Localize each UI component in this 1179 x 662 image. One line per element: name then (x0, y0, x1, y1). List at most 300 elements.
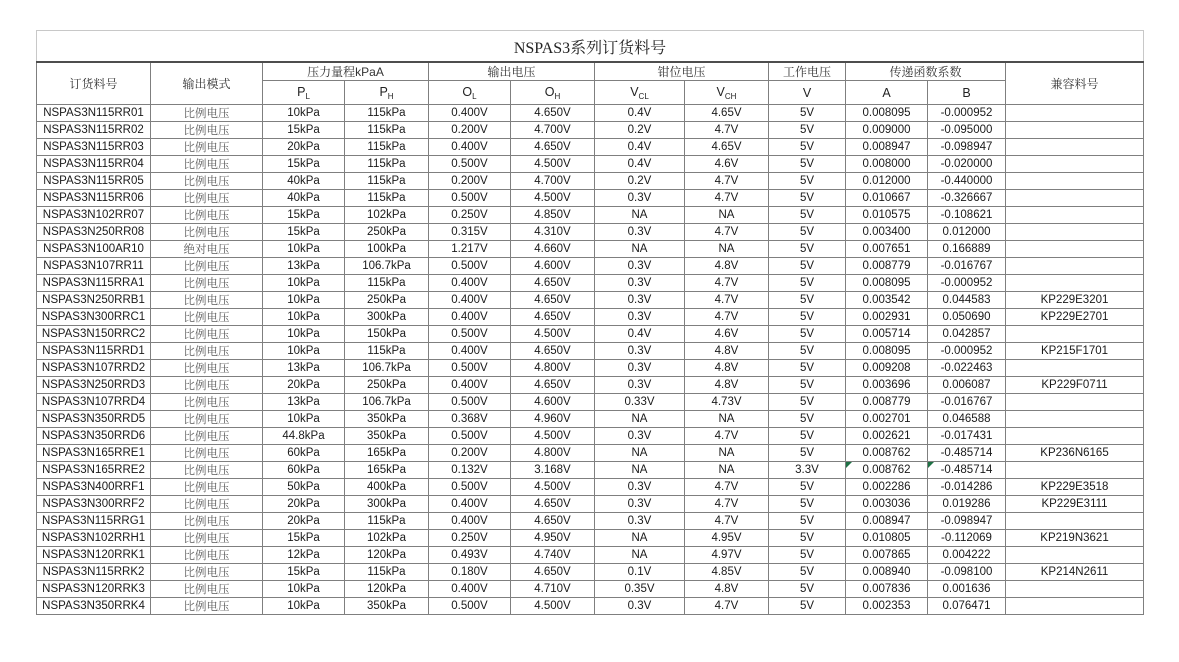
cell-pl: 10kPa (263, 343, 345, 360)
cell-vcl: 0.3V (595, 258, 685, 275)
cell-mode: 比例电压 (151, 428, 263, 445)
cell-oh: 4.650V (511, 292, 595, 309)
cell-ph: 400kPa (345, 479, 429, 496)
cell-mode: 比例电压 (151, 496, 263, 513)
cell-compat (1006, 156, 1144, 173)
cell-vcl: 0.4V (595, 139, 685, 156)
cell-ol: 0.400V (429, 377, 511, 394)
cell-pl: 15kPa (263, 122, 345, 139)
cell-v: 5V (769, 156, 846, 173)
cell-ph: 115kPa (345, 343, 429, 360)
cell-part: NSPAS3N250RR08 (37, 224, 151, 241)
cell-pl: 10kPa (263, 598, 345, 615)
cell-ol: 0.250V (429, 530, 511, 547)
col-header-pressure-range: 压力量程kPaA (263, 62, 429, 81)
cell-ol: 1.217V (429, 241, 511, 258)
cell-ol: 0.368V (429, 411, 511, 428)
cell-oh: 4.650V (511, 343, 595, 360)
cell-mode: 比例电压 (151, 530, 263, 547)
cell-a: 0.008779 (846, 258, 928, 275)
cell-compat: KP236N6165 (1006, 445, 1144, 462)
table-row (37, 173, 1144, 190)
cell-mode: 比例电压 (151, 360, 263, 377)
cell-mode: 比例电压 (151, 207, 263, 224)
cell-ol: 0.500V (429, 428, 511, 445)
table-row (37, 309, 1144, 326)
cell-oh: 4.660V (511, 241, 595, 258)
cell-pl: 20kPa (263, 513, 345, 530)
cell-vcl: 0.3V (595, 377, 685, 394)
cell-b: 0.166889 (928, 241, 1006, 258)
cell-a: 0.002286 (846, 479, 928, 496)
cell-v: 5V (769, 377, 846, 394)
table-row (37, 105, 1144, 122)
cell-part: NSPAS3N350RRK4 (37, 598, 151, 615)
cell-pl: 10kPa (263, 105, 345, 122)
cell-oh: 4.650V (511, 275, 595, 292)
cell-vch: NA (685, 462, 769, 479)
cell-vcl: 0.3V (595, 292, 685, 309)
cell-compat (1006, 258, 1144, 275)
table-row (37, 377, 1144, 394)
cell-ol: 0.200V (429, 445, 511, 462)
cell-compat (1006, 411, 1144, 428)
cell-ol: 0.500V (429, 258, 511, 275)
table-row (37, 411, 1144, 428)
cell-vch: 4.85V (685, 564, 769, 581)
error-indicator-triangle-icon (846, 462, 852, 468)
cell-mode: 比例电压 (151, 258, 263, 275)
cell-oh: 4.650V (511, 513, 595, 530)
cell-vcl: 0.2V (595, 122, 685, 139)
cell-compat: KP229E3201 (1006, 292, 1144, 309)
cell-a: 0.007865 (846, 547, 928, 564)
cell-b: -0.095000 (928, 122, 1006, 139)
cell-b: -0.485714 (928, 445, 1006, 462)
col-header-ol: $O_L$ (429, 81, 511, 105)
cell-mode: 比例电压 (151, 547, 263, 564)
cell-mode: 比例电压 (151, 411, 263, 428)
cell-ph: 250kPa (345, 377, 429, 394)
cell-compat: KP229E3111 (1006, 496, 1144, 513)
cell-oh: 4.500V (511, 479, 595, 496)
cell-a: 0.008000 (846, 156, 928, 173)
cell-vch: 4.97V (685, 547, 769, 564)
cell-compat (1006, 598, 1144, 615)
table-row (37, 445, 1144, 462)
cell-ph: 150kPa (345, 326, 429, 343)
cell-oh: 4.600V (511, 258, 595, 275)
table-row (37, 241, 1144, 258)
cell-a: 0.008940 (846, 564, 928, 581)
table-row (37, 122, 1144, 139)
col-header-clamp-voltage: 钳位电压 (595, 62, 769, 81)
cell-compat (1006, 275, 1144, 292)
cell-vch: NA (685, 411, 769, 428)
table-row (37, 462, 1144, 479)
table-row (37, 513, 1144, 530)
page-title: NSPAS3系列订货料号 (37, 31, 1144, 63)
cell-pl: 13kPa (263, 394, 345, 411)
cell-pl: 20kPa (263, 377, 345, 394)
cell-v: 5V (769, 428, 846, 445)
cell-vch: 4.7V (685, 309, 769, 326)
cell-pl: 40kPa (263, 190, 345, 207)
cell-a: 0.008947 (846, 139, 928, 156)
cell-vcl: 0.3V (595, 513, 685, 530)
cell-ol: 0.400V (429, 292, 511, 309)
cell-compat (1006, 241, 1144, 258)
cell-vch: 4.7V (685, 190, 769, 207)
cell-ph: 120kPa (345, 547, 429, 564)
cell-part: NSPAS3N250RRD3 (37, 377, 151, 394)
cell-a: 0.003696 (846, 377, 928, 394)
cell-vch: 4.6V (685, 156, 769, 173)
cell-compat: KP229F0711 (1006, 377, 1144, 394)
cell-v: 5V (769, 513, 846, 530)
cell-vch: 4.65V (685, 105, 769, 122)
cell-mode: 比例电压 (151, 275, 263, 292)
cell-part: NSPAS3N165RRE2 (37, 462, 151, 479)
cell-ol: 0.500V (429, 190, 511, 207)
cell-vcl: 0.4V (595, 105, 685, 122)
cell-pl: 60kPa (263, 445, 345, 462)
col-header-mode: 输出模式 (151, 62, 263, 105)
cell-ph: 350kPa (345, 598, 429, 615)
cell-oh: 4.650V (511, 139, 595, 156)
cell-v: 5V (769, 173, 846, 190)
cell-a: 0.008095 (846, 343, 928, 360)
cell-part: NSPAS3N102RRH1 (37, 530, 151, 547)
cell-vch: 4.7V (685, 292, 769, 309)
cell-v: 5V (769, 139, 846, 156)
cell-part: NSPAS3N107RRD2 (37, 360, 151, 377)
cell-vch: 4.95V (685, 530, 769, 547)
cell-mode: 比例电压 (151, 377, 263, 394)
cell-oh: 4.500V (511, 598, 595, 615)
cell-pl: 10kPa (263, 292, 345, 309)
cell-mode: 比例电压 (151, 105, 263, 122)
cell-a: 0.002931 (846, 309, 928, 326)
cell-b: -0.108621 (928, 207, 1006, 224)
cell-part: NSPAS3N102RR07 (37, 207, 151, 224)
cell-part: NSPAS3N107RRD4 (37, 394, 151, 411)
cell-ph: 250kPa (345, 292, 429, 309)
cell-vch: NA (685, 241, 769, 258)
cell-v: 5V (769, 122, 846, 139)
cell-a: 0.002621 (846, 428, 928, 445)
cell-b: -0.485714 (928, 462, 1006, 479)
cell-v: 5V (769, 394, 846, 411)
cell-b: 0.042857 (928, 326, 1006, 343)
cell-b: 0.001636 (928, 581, 1006, 598)
cell-ol: 0.400V (429, 343, 511, 360)
cell-v: 5V (769, 547, 846, 564)
cell-b: 0.012000 (928, 224, 1006, 241)
col-header-vch: $V_{CH}$ (685, 81, 769, 105)
table-row (37, 190, 1144, 207)
cell-ol: 0.400V (429, 105, 511, 122)
cell-part: NSPAS3N120RRK3 (37, 581, 151, 598)
col-header-ph: $P_H$ (345, 81, 429, 105)
cell-pl: 15kPa (263, 530, 345, 547)
table-row (37, 581, 1144, 598)
cell-b: -0.098947 (928, 513, 1006, 530)
cell-oh: 4.700V (511, 173, 595, 190)
cell-part: NSPAS3N300RRF2 (37, 496, 151, 513)
cell-ol: 0.500V (429, 156, 511, 173)
cell-v: 5V (769, 207, 846, 224)
cell-compat (1006, 224, 1144, 241)
cell-pl: 13kPa (263, 360, 345, 377)
cell-oh: 4.950V (511, 530, 595, 547)
cell-pl: 13kPa (263, 258, 345, 275)
cell-ol: 0.250V (429, 207, 511, 224)
cell-b: -0.017431 (928, 428, 1006, 445)
cell-ol: 0.400V (429, 275, 511, 292)
cell-compat (1006, 360, 1144, 377)
cell-vcl: 0.3V (595, 360, 685, 377)
cell-oh: 4.650V (511, 377, 595, 394)
cell-ph: 300kPa (345, 309, 429, 326)
cell-vcl: 0.3V (595, 343, 685, 360)
cell-oh: 4.500V (511, 156, 595, 173)
cell-b: 0.076471 (928, 598, 1006, 615)
cell-b: -0.000952 (928, 343, 1006, 360)
cell-vcl: 0.3V (595, 496, 685, 513)
cell-ol: 0.200V (429, 173, 511, 190)
cell-oh: 4.600V (511, 394, 595, 411)
cell-v: 5V (769, 530, 846, 547)
cell-ol: 0.500V (429, 326, 511, 343)
cell-pl: 40kPa (263, 173, 345, 190)
cell-compat (1006, 581, 1144, 598)
cell-ol: 0.132V (429, 462, 511, 479)
cell-mode: 比例电压 (151, 445, 263, 462)
cell-a: 0.010805 (846, 530, 928, 547)
cell-vcl: NA (595, 462, 685, 479)
col-header-transfer-coeff: 传递函数系数 (846, 62, 1006, 81)
cell-compat (1006, 139, 1144, 156)
cell-ph: 165kPa (345, 462, 429, 479)
cell-b: -0.016767 (928, 258, 1006, 275)
cell-pl: 15kPa (263, 207, 345, 224)
cell-mode: 比例电压 (151, 173, 263, 190)
cell-pl: 10kPa (263, 275, 345, 292)
cell-ol: 0.500V (429, 360, 511, 377)
cell-vcl: NA (595, 411, 685, 428)
table-title-row (37, 31, 1144, 63)
cell-b: 0.004222 (928, 547, 1006, 564)
cell-part: NSPAS3N120RRK1 (37, 547, 151, 564)
cell-part: NSPAS3N300RRC1 (37, 309, 151, 326)
cell-oh: 4.650V (511, 105, 595, 122)
cell-b: -0.014286 (928, 479, 1006, 496)
cell-mode: 比例电压 (151, 326, 263, 343)
cell-a: 0.010667 (846, 190, 928, 207)
cell-oh: 4.800V (511, 360, 595, 377)
cell-vcl: 0.1V (595, 564, 685, 581)
cell-part: NSPAS3N400RRF1 (37, 479, 151, 496)
cell-ol: 0.400V (429, 581, 511, 598)
cell-ol: 0.400V (429, 496, 511, 513)
cell-compat: KP214N2611 (1006, 564, 1144, 581)
table-row (37, 428, 1144, 445)
cell-compat (1006, 207, 1144, 224)
cell-oh: 4.800V (511, 445, 595, 462)
cell-ph: 106.7kPa (345, 360, 429, 377)
cell-v: 3.3V (769, 462, 846, 479)
cell-oh: 4.650V (511, 564, 595, 581)
cell-v: 5V (769, 309, 846, 326)
cell-compat (1006, 547, 1144, 564)
cell-part: NSPAS3N165RRE1 (37, 445, 151, 462)
cell-a: 0.008762 (846, 445, 928, 462)
cell-vcl: NA (595, 207, 685, 224)
cell-ol: 0.500V (429, 394, 511, 411)
col-header-supply-voltage: 工作电压 (769, 62, 846, 81)
cell-a: 0.002701 (846, 411, 928, 428)
cell-vch: 4.73V (685, 394, 769, 411)
cell-ph: 115kPa (345, 513, 429, 530)
cell-oh: 4.700V (511, 122, 595, 139)
cell-v: 5V (769, 479, 846, 496)
cell-b: -0.016767 (928, 394, 1006, 411)
cell-pl: 10kPa (263, 309, 345, 326)
cell-vcl: 0.33V (595, 394, 685, 411)
cell-part: NSPAS3N115RRD1 (37, 343, 151, 360)
cell-mode: 比例电压 (151, 122, 263, 139)
cell-compat (1006, 122, 1144, 139)
cell-ph: 115kPa (345, 139, 429, 156)
cell-a: 0.008779 (846, 394, 928, 411)
cell-ph: 115kPa (345, 156, 429, 173)
cell-pl: 15kPa (263, 156, 345, 173)
cell-compat (1006, 462, 1144, 479)
header-group-row (37, 62, 1144, 81)
cell-compat: KP229E2701 (1006, 309, 1144, 326)
cell-vcl: 0.3V (595, 275, 685, 292)
table-row (37, 564, 1144, 581)
cell-ph: 115kPa (345, 190, 429, 207)
cell-b: 0.050690 (928, 309, 1006, 326)
cell-mode: 比例电压 (151, 190, 263, 207)
table-row (37, 394, 1144, 411)
cell-part: NSPAS3N107RR11 (37, 258, 151, 275)
cell-vch: 4.6V (685, 326, 769, 343)
cell-v: 5V (769, 564, 846, 581)
table-row (37, 547, 1144, 564)
cell-v: 5V (769, 275, 846, 292)
cell-ph: 115kPa (345, 122, 429, 139)
cell-compat (1006, 394, 1144, 411)
table-row (37, 598, 1144, 615)
cell-ph: 115kPa (345, 173, 429, 190)
cell-part: NSPAS3N115RR04 (37, 156, 151, 173)
cell-vcl: 0.35V (595, 581, 685, 598)
table-row (37, 139, 1144, 156)
table-row (37, 360, 1144, 377)
cell-v: 5V (769, 445, 846, 462)
cell-vch: 4.8V (685, 360, 769, 377)
col-header-b: B (928, 81, 1006, 105)
cell-pl: 10kPa (263, 241, 345, 258)
table-row (37, 292, 1144, 309)
cell-oh: 4.740V (511, 547, 595, 564)
cell-oh: 4.650V (511, 496, 595, 513)
cell-vch: 4.7V (685, 173, 769, 190)
cell-compat (1006, 513, 1144, 530)
cell-part: NSPAS3N115RR05 (37, 173, 151, 190)
cell-a: 0.007836 (846, 581, 928, 598)
col-header-part: 订货料号 (37, 62, 151, 105)
cell-pl: 10kPa (263, 326, 345, 343)
cell-ol: 0.500V (429, 598, 511, 615)
cell-vcl: NA (595, 530, 685, 547)
cell-a: 0.009208 (846, 360, 928, 377)
table-row (37, 530, 1144, 547)
cell-ol: 0.200V (429, 122, 511, 139)
cell-ph: 120kPa (345, 581, 429, 598)
cell-part: NSPAS3N115RRA1 (37, 275, 151, 292)
cell-mode: 绝对电压 (151, 241, 263, 258)
cell-pl: 12kPa (263, 547, 345, 564)
table-row (37, 207, 1144, 224)
cell-oh: 4.500V (511, 326, 595, 343)
cell-vch: 4.8V (685, 377, 769, 394)
cell-mode: 比例电压 (151, 513, 263, 530)
cell-b: -0.022463 (928, 360, 1006, 377)
cell-compat: KP215F1701 (1006, 343, 1144, 360)
cell-a: 0.008095 (846, 105, 928, 122)
cell-a: 0.008947 (846, 513, 928, 530)
cell-b: 0.019286 (928, 496, 1006, 513)
cell-vch: NA (685, 207, 769, 224)
col-header-pl: $P_L$ (263, 81, 345, 105)
cell-vch: 4.65V (685, 139, 769, 156)
cell-ph: 115kPa (345, 564, 429, 581)
cell-compat: KP219N3621 (1006, 530, 1144, 547)
cell-compat (1006, 105, 1144, 122)
table-body (37, 105, 1144, 615)
cell-b: -0.112069 (928, 530, 1006, 547)
cell-mode: 比例电压 (151, 343, 263, 360)
cell-ol: 0.315V (429, 224, 511, 241)
cell-pl: 20kPa (263, 496, 345, 513)
cell-ph: 165kPa (345, 445, 429, 462)
cell-v: 5V (769, 598, 846, 615)
cell-vcl: 0.3V (595, 428, 685, 445)
cell-ph: 300kPa (345, 496, 429, 513)
cell-part: NSPAS3N115RR02 (37, 122, 151, 139)
cell-part: NSPAS3N115RRG1 (37, 513, 151, 530)
cell-pl: 10kPa (263, 411, 345, 428)
cell-part: NSPAS3N350RRD5 (37, 411, 151, 428)
cell-part: NSPAS3N115RR01 (37, 105, 151, 122)
cell-ph: 115kPa (345, 275, 429, 292)
cell-v: 5V (769, 190, 846, 207)
cell-ol: 0.180V (429, 564, 511, 581)
cell-pl: 60kPa (263, 462, 345, 479)
col-header-a: A (846, 81, 928, 105)
cell-part: NSPAS3N250RRB1 (37, 292, 151, 309)
cell-a: 0.003036 (846, 496, 928, 513)
cell-v: 5V (769, 326, 846, 343)
cell-b: -0.098100 (928, 564, 1006, 581)
cell-ph: 350kPa (345, 428, 429, 445)
cell-ol: 0.500V (429, 479, 511, 496)
cell-a: 0.003400 (846, 224, 928, 241)
